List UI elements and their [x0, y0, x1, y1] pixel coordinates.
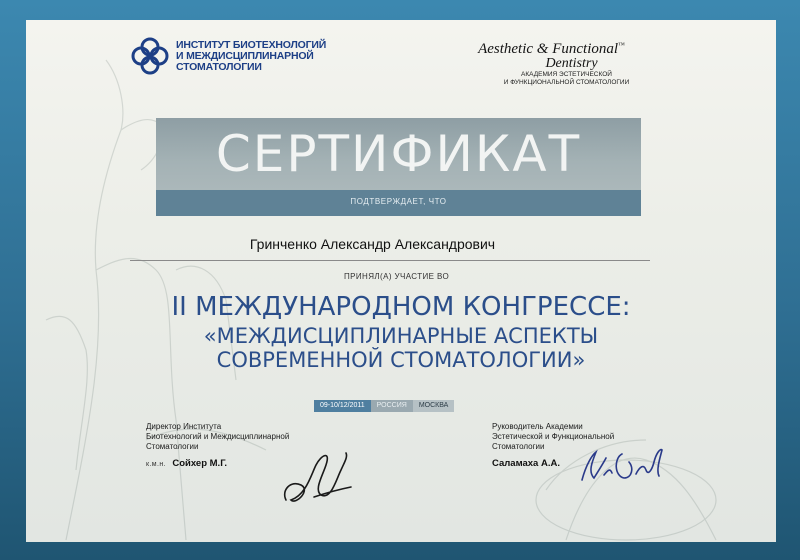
institute-logo: [130, 36, 326, 76]
trademark-mark: ™: [618, 41, 625, 49]
signatory-right-name: Саламаха А.А.: [492, 458, 560, 469]
event-city: МОСКВА: [413, 400, 455, 412]
congress-line2: «МЕЖДИСЦИПЛИНАРНЫЕ АСПЕКТЫ: [203, 324, 599, 348]
signatory-right-role-line1: Руководитель Академии: [492, 422, 583, 431]
academy-logo-subtitle: Dentistry: [545, 56, 598, 71]
academy-caption-line1: АКАДЕМИЯ ЭСТЕТИЧЕСКОЙ: [521, 71, 612, 78]
academy-caption-line2: И ФУНКЦИОНАЛЬНОЙ СТОМАТОЛОГИИ: [503, 78, 630, 86]
congress-line1: II МЕЖДУНАРОДНОМ КОНГРЕССЕ:: [171, 292, 631, 322]
recipient-name: Гринченко Александр Александрович: [249, 236, 496, 252]
certificate-title: СЕРТИФИКАТ: [215, 125, 582, 183]
certificate-paper: [26, 20, 776, 542]
academy-logo-title-text: Aesthetic & Functional: [478, 41, 619, 57]
congress-title: [126, 290, 676, 372]
signature-right: [574, 440, 669, 490]
confirms-strip: [156, 190, 641, 216]
institute-name-line1: ИНСТИТУТ БИОТЕХНОЛОГИЙ: [176, 38, 327, 51]
event-meta: [314, 400, 454, 412]
academy-logo-title: [464, 38, 639, 57]
signatory-right-role-line3: Стоматологии: [492, 442, 545, 451]
event-dates: 09-10/12/2011: [314, 400, 371, 412]
institute-emblem-icon: [130, 36, 170, 76]
title-band: [156, 118, 641, 216]
signatory-left-name: Сойхер М.Г.: [172, 458, 228, 469]
institute-name: [176, 40, 326, 73]
signature-left: [276, 445, 356, 515]
academy-logo: [464, 38, 639, 86]
institute-name-line3: СТОМАТОЛОГИИ: [176, 60, 262, 73]
participation-text: ПРИНЯЛ(А) УЧАСТИЕ ВО: [344, 272, 450, 281]
signatory-left-role-line1: Директор Института: [146, 422, 222, 431]
signatory-left-degree: к.м.н.: [146, 461, 166, 468]
institute-name-line2: И МЕЖДИСЦИПЛИНАРНОЙ: [176, 49, 314, 62]
confirms-text: ПОДТВЕРЖДАЕТ, ЧТО: [350, 197, 447, 206]
event-country: РОССИЯ: [371, 400, 413, 412]
signatory-right-role-line2: Эстетической и Функциональной: [492, 432, 615, 441]
recipient-underline: [130, 260, 650, 261]
congress-line3: СОВРЕМЕННОЙ СТОМАТОЛОГИИ»: [216, 348, 586, 372]
signatory-left-role-line3: Стоматологии: [146, 442, 199, 451]
signatory-left-role-line2: Биотехнологий и Междисциплинарной: [146, 432, 290, 441]
